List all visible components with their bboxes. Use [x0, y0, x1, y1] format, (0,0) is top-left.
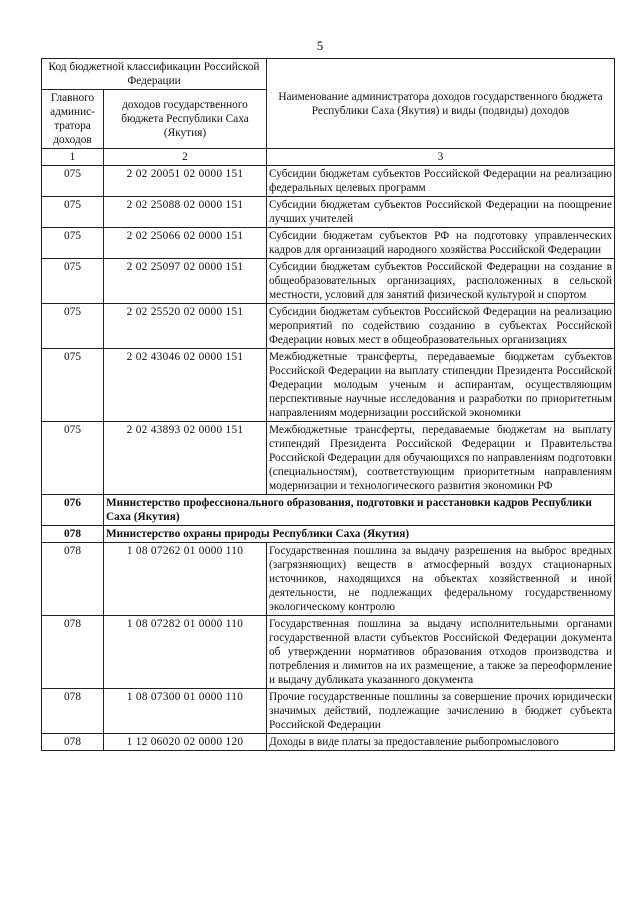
revenue-name: Субсидии бюджетам субъектов Российской Федерации на создание в общеобразовательных организациях, расположенных в сельской местности, условий для занятий физической культурой и спортом — [267, 259, 615, 304]
admin-code: 078 — [42, 689, 104, 734]
budget-code: 2 02 43893 02 0000 151 — [104, 422, 267, 495]
header-row-top — [42, 59, 615, 90]
column-number-1: 1 — [42, 149, 104, 166]
revenue-name: Субсидии бюджетам субъектов Российской Федерации на поощрение лучших учителей — [267, 197, 615, 228]
budget-code: 2 02 25520 02 0000 151 — [104, 304, 267, 349]
admin-code: 075 — [42, 166, 104, 197]
table-row — [42, 349, 615, 422]
revenue-name: Межбюджетные трансферты, передаваемые бюджетам субъектов Российской Федерации на выплату стипендии Президента Российской Федерации молодым ученым и аспирантам, осуществляющим перспективные научные исследования и разработки по приоритетным направлениям модернизации российской экономики — [267, 349, 615, 422]
budget-code: 1 08 07300 01 0000 110 — [104, 689, 267, 734]
table-row — [42, 734, 615, 751]
revenue-name: Межбюджетные трансферты, передаваемые бюджетам на выплату стипендий Президента Российской Федерации и Правительства Российской Федерации для обучающихся по направлениям подготовки (специальностям), соответствующим приоритетным направлениям модернизации и технологического развития экономики РФ — [267, 422, 615, 495]
table-row — [42, 689, 615, 734]
admin-code: 078 — [42, 734, 104, 751]
section-row — [42, 495, 615, 526]
revenue-name: Государственная пошлина за выдачу разрешения на выброс вредных (загрязняющих) веществ в атмосферный воздух стационарных источников, находящихся на объектах хозяйственной и иной деятельности, не подлежащих федеральному государственному экологическому контролю — [267, 543, 615, 616]
admin-code: 075 — [42, 228, 104, 259]
budget-code: 1 08 07282 01 0000 110 — [104, 616, 267, 689]
section-title: Министерство охраны природы Республики Саха (Якутия) — [104, 526, 615, 543]
budget-code: 2 02 25097 02 0000 151 — [104, 259, 267, 304]
header-group-cell: Код бюджетной классификации Российской Федерации — [42, 59, 267, 90]
admin-code: 075 — [42, 422, 104, 495]
budget-code: 2 02 43046 02 0000 151 — [104, 349, 267, 422]
section-admin-code: 076 — [42, 495, 104, 526]
revenue-name: Государственная пошлина за выдачу исполнительными органами государственной власти субъектов Российской Федерации документа об утверждении нормативов образования отходов производства и потребления и лимитов на их размещение, а также за переоформление и выдачу дубликата указанного документа — [267, 616, 615, 689]
header-code-cell: доходов государственного бюджета Республики Саха (Якутия) — [104, 90, 267, 149]
column-number-3: 3 — [267, 149, 615, 166]
header-admin-cell: Главного админис-тратора доходов — [42, 90, 104, 149]
table-row — [42, 422, 615, 495]
revenue-name: Субсидии бюджетам субъектов Российской Федерации на реализацию мероприятий по содействию созданию в субъектах Российской Федерации новых мест в общеобразовательных организациях — [267, 304, 615, 349]
header-name-cell: Наименование администратора доходов государственного бюджета Республики Саха (Якутия) и виды (подвиды) доходов — [267, 59, 615, 149]
admin-code: 075 — [42, 259, 104, 304]
admin-code: 075 — [42, 304, 104, 349]
budget-classification-table — [41, 58, 615, 751]
table-row — [42, 259, 615, 304]
header-number-row — [42, 149, 615, 166]
revenue-name: Доходы в виде платы за предоставление рыбопромыслового — [267, 734, 615, 751]
budget-code: 2 02 25088 02 0000 151 — [104, 197, 267, 228]
admin-code: 078 — [42, 543, 104, 616]
section-title: Министерство профессионального образования, подготовки и расстановки кадров Республики Саха (Якутия) — [104, 495, 615, 526]
table-row — [42, 616, 615, 689]
revenue-name: Субсидии бюджетам субъектов Российской Федерации на реализацию федеральных целевых программ — [267, 166, 615, 197]
table-row — [42, 166, 615, 197]
table-row — [42, 197, 615, 228]
admin-code: 075 — [42, 197, 104, 228]
column-number-2: 2 — [104, 149, 267, 166]
budget-code: 1 12 06020 02 0000 120 — [104, 734, 267, 751]
budget-code: 2 02 25066 02 0000 151 — [104, 228, 267, 259]
section-admin-code: 078 — [42, 526, 104, 543]
admin-code: 075 — [42, 349, 104, 422]
budget-code: 2 02 20051 02 0000 151 — [104, 166, 267, 197]
page-number: 5 — [316, 38, 324, 53]
section-row — [42, 526, 615, 543]
revenue-name: Субсидии бюджетам субъектов РФ на подготовку управленческих кадров для организаций народного хозяйства Российской Федерации — [267, 228, 615, 259]
table-row — [42, 304, 615, 349]
budget-code: 1 08 07262 01 0000 110 — [104, 543, 267, 616]
admin-code: 078 — [42, 616, 104, 689]
table-row — [42, 543, 615, 616]
revenue-name: Прочие государственные пошлины за совершение прочих юридически значимых действий, подлежащие зачислению в бюджет субъекта Российской Федерации — [267, 689, 615, 734]
table-row — [42, 228, 615, 259]
